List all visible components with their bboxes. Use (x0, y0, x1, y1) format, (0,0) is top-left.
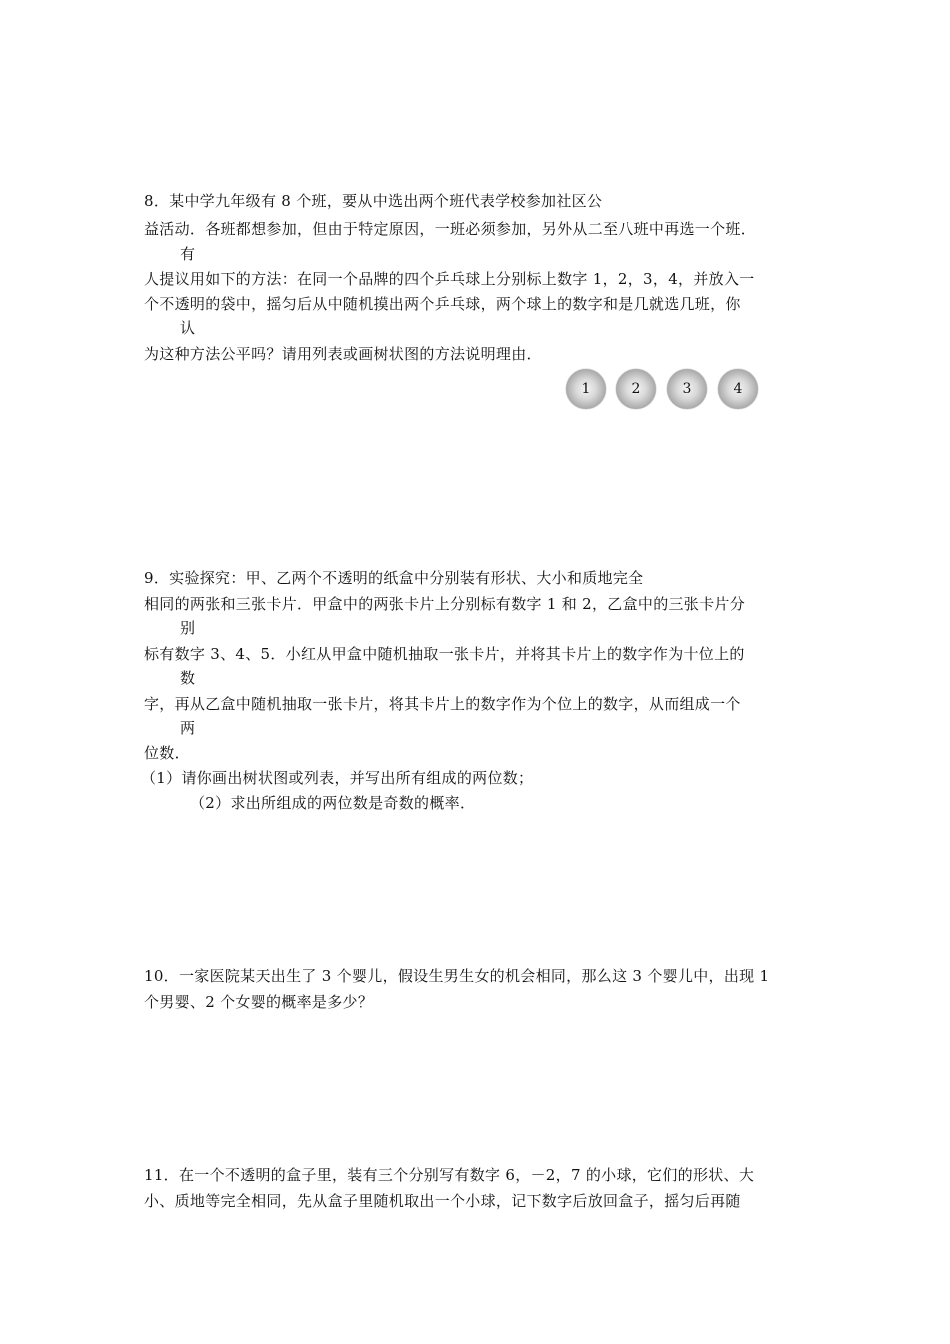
q10-line-1: 10．一家医院某天出生了 3 个婴儿，假设生男生女的机会相同，那么这 3 个婴儿中，出现 1 (144, 967, 770, 985)
q8-line-7: 为这种方法公平吗？请用列表或画树状图的方法说明理由． (144, 345, 542, 363)
q9-subquestion-2: （2）求出所组成的两位数是奇数的概率． (190, 794, 476, 812)
q8-line-3: 有 (180, 245, 196, 263)
q9-line-4: 标有数字 3、4、5．小红从甲盒中随机抽取一张卡片，并将其卡片上的数字作为十位上的 (144, 645, 745, 663)
q9-subquestion-1: （1）请你画出树状图或列表，并写出所有组成的两位数； (141, 769, 534, 787)
q9-line-6: 字，再从乙盒中随机抽取一张卡片，将其卡片上的数字作为个位上的数字，从而组成一个 (144, 695, 741, 713)
q9-line-1: 9．实验探究：甲、乙两个不透明的纸盒中分别装有形状、大小和质地完全 (144, 569, 644, 587)
q9-line-7: 两 (180, 719, 196, 737)
ball-number: 2 (631, 381, 641, 397)
ball-number: 3 (682, 381, 692, 397)
ping-pong-ball-icon (566, 369, 606, 409)
q10-line-2: 个男婴、2 个女婴的概率是多少？ (144, 993, 374, 1011)
ping-pong-ball-icon (667, 369, 707, 409)
ping-pong-balls (566, 369, 762, 411)
ping-pong-ball-icon (616, 369, 656, 409)
q11-line-2: 小、质地等完全相同，先从盒子里随机取出一个小球，记下数字后放回盒子，摇匀后再随 (144, 1192, 741, 1210)
ping-pong-ball-icon (718, 369, 758, 409)
q8-line-5: 个不透明的袋中，摇匀后从中随机摸出两个乒乓球，两个球上的数字和是几就选几班，你 (144, 295, 741, 313)
q9-line-5: 数 (180, 669, 196, 687)
q8-line-2: 益活动．各班都想参加，但由于特定原因，一班必须参加，另外从二至八班中再选一个班． (144, 220, 757, 238)
q8-line-6: 认 (180, 319, 196, 337)
q8-line-4: 人提议用如下的方法：在同一个品牌的四个乒乓球上分别标上数字 1，2，3，4，并放入一 (144, 270, 755, 288)
ball-number: 4 (733, 381, 743, 397)
ball-number: 1 (581, 381, 591, 397)
q9-line-8: 位数． (144, 744, 190, 762)
q11-line-1: 11．在一个不透明的盒子里，装有三个分别写有数字 6，－2，7 的小球，它们的形状、大 (144, 1166, 755, 1184)
q9-line-3: 别 (180, 619, 196, 637)
q8-line-1: 8．某中学九年级有 8 个班，要从中选出两个班代表学校参加社区公 (144, 192, 603, 210)
q9-line-2: 相同的两张和三张卡片．甲盒中的两张卡片上分别标有数字 1 和 2，乙盒中的三张卡片分 (144, 595, 745, 613)
